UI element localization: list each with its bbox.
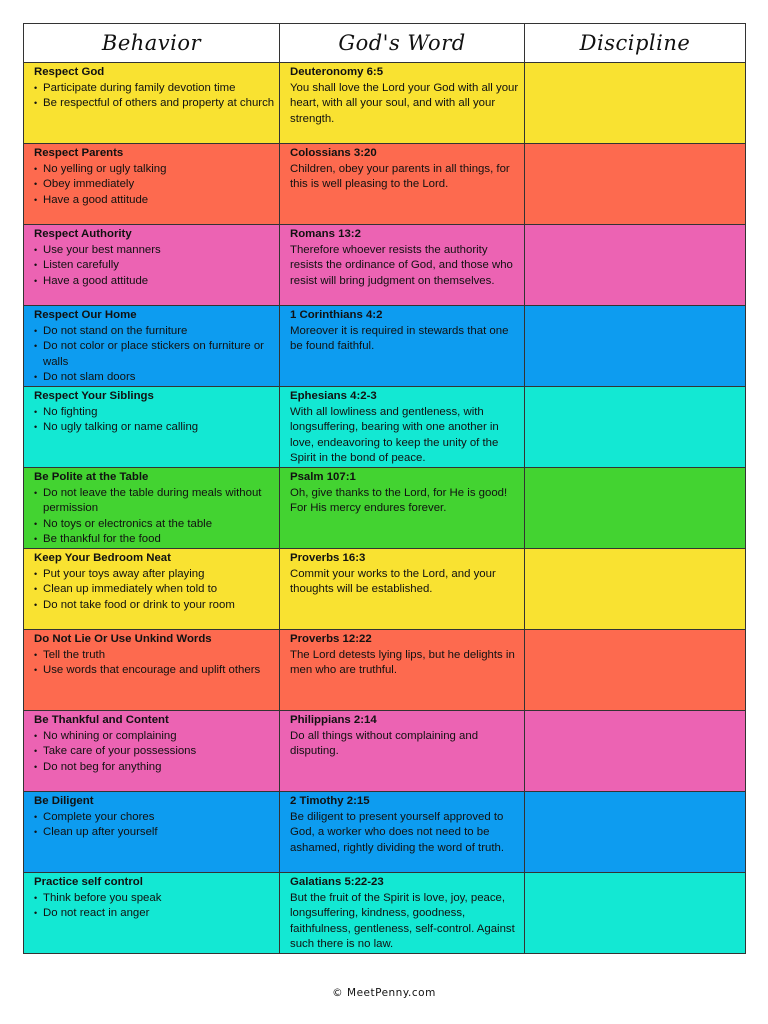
behavior-item: • Do not beg for anything — [34, 760, 275, 776]
scripture-reference: Ephesians 4:2-3 — [290, 390, 377, 402]
behavior-item: • Participate during family devotion time — [34, 81, 275, 97]
behavior-item: • Do not slam doors — [34, 370, 275, 386]
scripture-cell — [280, 306, 525, 387]
copyright-footer: © MeetPenny.com — [332, 987, 436, 999]
behavior-item: • Use words that encourage and uplift others — [34, 663, 275, 679]
behavior-item: • Complete your chores — [34, 810, 275, 826]
behavior-title: Respect Our Home — [34, 309, 137, 321]
scripture-reference: Romans 13:2 — [290, 228, 361, 240]
behavior-cell — [24, 468, 280, 549]
scripture-reference: Deuteronomy 6:5 — [290, 66, 384, 78]
behavior-row — [24, 468, 746, 549]
behavior-cell — [24, 63, 280, 144]
scripture-text: Oh, give thanks to the Lord, for He is good! For His mercy endures forever. — [290, 486, 508, 514]
discipline-cell[interactable] — [525, 873, 746, 954]
scripture-cell — [280, 63, 525, 144]
behavior-list — [34, 405, 275, 436]
discipline-cell[interactable] — [525, 306, 746, 387]
behavior-cell — [24, 549, 280, 630]
behavior-row — [24, 630, 746, 711]
scripture-text: Therefore whoever resists the authority resists the ordinance of God, and those who resist will bring judgment on themselves. — [290, 243, 513, 287]
scripture-text: Commit your works to the Lord, and your thoughts will be established. — [290, 567, 496, 595]
discipline-cell[interactable] — [525, 711, 746, 792]
behavior-list — [34, 162, 275, 209]
behavior-cell — [24, 711, 280, 792]
header-behavior: Behavior — [24, 24, 280, 63]
behavior-item: • Be thankful for the food — [34, 532, 275, 548]
scripture-cell — [280, 225, 525, 306]
behavior-item: • Clean up after yourself — [34, 825, 275, 841]
behavior-cell — [24, 387, 280, 468]
scripture-reference: 2 Timothy 2:15 — [290, 795, 370, 807]
behavior-title: Respect Authority — [34, 228, 132, 240]
scripture-text: Moreover it is required in stewards that one be found faithful. — [290, 324, 509, 352]
behavior-cell — [24, 792, 280, 873]
behavior-row — [24, 873, 746, 954]
behavior-item: • Do not react in anger — [34, 906, 275, 922]
scripture-reference: Proverbs 16:3 — [290, 552, 366, 564]
scripture-cell — [280, 630, 525, 711]
scripture-reference: Proverbs 12:22 — [290, 633, 372, 645]
behavior-item: • No fighting — [34, 405, 275, 421]
scripture-reference: 1 Corinthians 4:2 — [290, 309, 383, 321]
scripture-text: With all lowliness and gentleness, with longsuffering, bearing with one another in love, endeavoring to keep the unity of the Spirit in the bond of peace. — [290, 405, 499, 464]
scripture-cell — [280, 792, 525, 873]
behavior-title: Respect God — [34, 66, 105, 78]
header-discipline: Discipline — [525, 24, 746, 63]
discipline-cell[interactable] — [525, 549, 746, 630]
behavior-item: • Use your best manners — [34, 243, 275, 259]
scripture-reference: Philippians 2:14 — [290, 714, 377, 726]
behavior-list — [34, 324, 275, 386]
scripture-cell — [280, 144, 525, 225]
behavior-item: • Do not leave the table during meals without permission — [34, 486, 275, 517]
behavior-title: Be Diligent — [34, 795, 94, 807]
behavior-cell — [24, 144, 280, 225]
discipline-cell[interactable] — [525, 792, 746, 873]
behavior-row — [24, 549, 746, 630]
behavior-title: Respect Parents — [34, 147, 124, 159]
behavior-item: • Put your toys away after playing — [34, 567, 275, 583]
scripture-reference: Galatians 5:22-23 — [290, 876, 384, 888]
behavior-list — [34, 648, 275, 679]
scripture-text: Be diligent to present yourself approved to God, a worker who does not need to be ashamed, rightly dividing the word of truth. — [290, 810, 505, 854]
discipline-cell[interactable] — [525, 630, 746, 711]
scripture-text: Do all things without complaining and disputing. — [290, 729, 479, 757]
behavior-title: Be Polite at the Table — [34, 471, 149, 483]
behavior-title: Keep Your Bedroom Neat — [34, 552, 171, 564]
behavior-row — [24, 792, 746, 873]
behavior-item: • No ugly talking or name calling — [34, 420, 275, 436]
scripture-text: Children, obey your parents in all things, for this is well pleasing to the Lord. — [290, 162, 510, 190]
behavior-item: • Do not stand on the furniture — [34, 324, 275, 340]
behavior-list — [34, 81, 275, 112]
behavior-list — [34, 810, 275, 841]
behavior-list — [34, 729, 275, 776]
behavior-item: • Tell the truth — [34, 648, 275, 664]
discipline-cell[interactable] — [525, 387, 746, 468]
scripture-reference: Colossians 3:20 — [290, 147, 377, 159]
scripture-text: But the fruit of the Spirit is love, joy, peace, longsuffering, kindness, goodness, faithfulness, gentleness, self-control. Against such there is no law. — [290, 891, 515, 950]
behavior-item: • Take care of your possessions — [34, 744, 275, 760]
behavior-row — [24, 306, 746, 387]
discipline-cell[interactable] — [525, 63, 746, 144]
behavior-row — [24, 63, 746, 144]
behavior-item: • Have a good attitude — [34, 193, 275, 209]
behavior-list — [34, 567, 275, 614]
scripture-text: You shall love the Lord your God with all your heart, with all your soul, and with all your strength. — [290, 81, 519, 125]
behavior-row — [24, 225, 746, 306]
scripture-cell — [280, 549, 525, 630]
behavior-cell — [24, 630, 280, 711]
scripture-reference: Psalm 107:1 — [290, 471, 356, 483]
behavior-list — [34, 891, 275, 922]
behavior-title: Respect Your Siblings — [34, 390, 154, 402]
behavior-list — [34, 243, 275, 290]
behavior-item: • Think before you speak — [34, 891, 275, 907]
behavior-cell — [24, 225, 280, 306]
behavior-row — [24, 387, 746, 468]
scripture-cell — [280, 468, 525, 549]
scripture-cell — [280, 387, 525, 468]
behavior-item: • Do not color or place stickers on furniture or walls — [34, 339, 275, 370]
behavior-item: • No toys or electronics at the table — [34, 517, 275, 533]
behavior-item: • No yelling or ugly talking — [34, 162, 275, 178]
behavior-title: Practice self control — [34, 876, 143, 888]
scripture-cell — [280, 873, 525, 954]
behavior-item: • Do not take food or drink to your room — [34, 598, 275, 614]
behavior-row — [24, 144, 746, 225]
scripture-text: The Lord detests lying lips, but he delights in men who are truthful. — [290, 648, 515, 676]
behavior-cell — [24, 306, 280, 387]
behavior-list — [34, 486, 275, 548]
header-gods-word: God's Word — [280, 24, 525, 63]
behavior-chart — [23, 23, 746, 954]
behavior-item: • Be respectful of others and property at church — [34, 96, 275, 112]
behavior-item: • No whining or complaining — [34, 729, 275, 745]
header-row — [24, 24, 746, 63]
behavior-title: Do Not Lie Or Use Unkind Words — [34, 633, 212, 645]
behavior-cell — [24, 873, 280, 954]
behavior-item: • Listen carefully — [34, 258, 275, 274]
behavior-title: Be Thankful and Content — [34, 714, 169, 726]
behavior-item: • Obey immediately — [34, 177, 275, 193]
behavior-item: • Clean up immediately when told to — [34, 582, 275, 598]
behavior-row — [24, 711, 746, 792]
discipline-cell[interactable] — [525, 144, 746, 225]
discipline-cell[interactable] — [525, 468, 746, 549]
behavior-item: • Have a good attitude — [34, 274, 275, 290]
discipline-cell[interactable] — [525, 225, 746, 306]
scripture-cell — [280, 711, 525, 792]
